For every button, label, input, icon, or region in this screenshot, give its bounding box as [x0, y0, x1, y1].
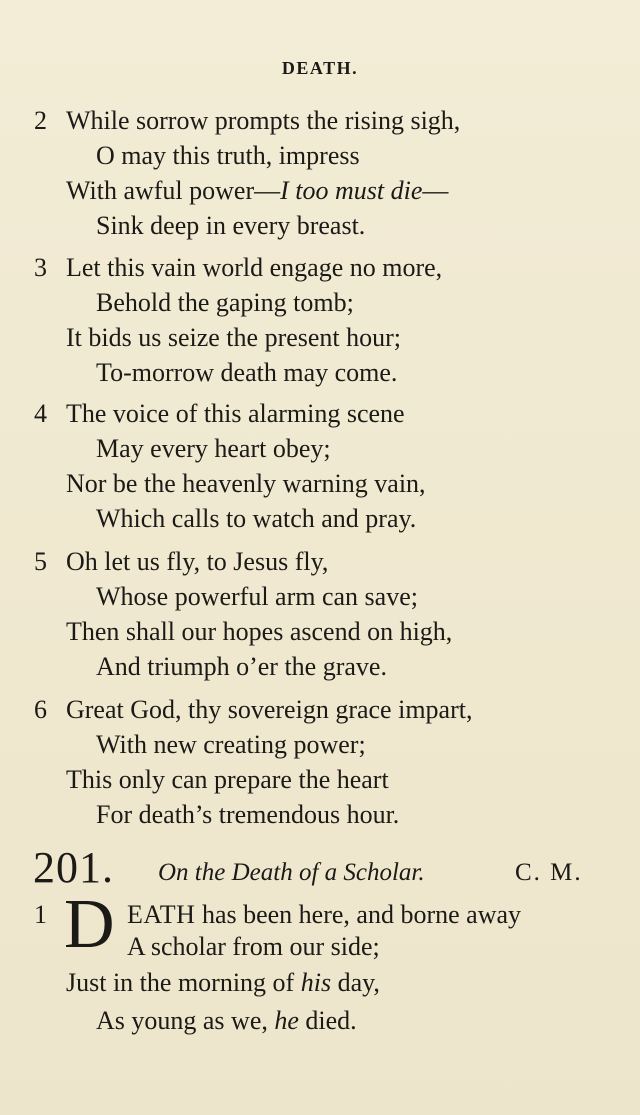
verse-line: Then shall our hopes ascend on high,	[66, 617, 453, 646]
verse-number: 1	[34, 900, 47, 929]
verse-line: With new creating power;	[96, 730, 366, 759]
verse-line	[66, 968, 380, 998]
verse-line: Great God, thy sovereign grace impart,	[66, 695, 473, 724]
verse-line: Nor be the heavenly warning vain,	[66, 469, 426, 498]
verse-line	[66, 176, 448, 206]
hymn-number: 201.	[33, 843, 114, 892]
verse-line: This only can prepare the heart	[66, 765, 389, 794]
verse-line: Behold the gaping tomb;	[96, 288, 354, 317]
emphasized-text: he	[274, 1006, 299, 1035]
verse-line: Sink deep in every breast.	[96, 211, 366, 240]
verse-line-text: died.	[298, 1006, 357, 1035]
verse-line-text: Just in the morning of	[66, 968, 301, 997]
verse-line-text: As young as we,	[96, 1006, 275, 1035]
verse-line: For death’s tremendous hour.	[96, 800, 400, 829]
verse-line: May every heart obey;	[96, 434, 331, 463]
verse-line: It bids us seize the present hour;	[66, 323, 402, 352]
verse-line: A scholar from our side;	[127, 932, 380, 961]
hymn-title: On the Death of a Scholar.	[158, 859, 425, 886]
verse-line-text: day,	[331, 968, 380, 997]
verse-line	[96, 1006, 357, 1036]
running-head: DEATH.	[281, 58, 359, 78]
verse-number: 5	[34, 547, 47, 576]
hymn-meter: C. M.	[515, 859, 583, 886]
verse-line: Let this vain world engage no more,	[66, 253, 443, 282]
verse-line: Which calls to watch and pray.	[96, 504, 417, 533]
verse-line: Oh let us fly, to Jesus fly,	[66, 547, 329, 576]
verse-line: The voice of this alarming scene	[66, 399, 405, 428]
verse-line-text: has been here, and borne away	[195, 900, 522, 929]
emphasized-text: I too must die	[280, 176, 423, 205]
verse-line	[127, 900, 521, 930]
verse-line: To-morrow death may come.	[96, 358, 398, 387]
verse-number: 6	[34, 695, 47, 724]
verse-number: 3	[34, 253, 47, 282]
verse-line: Whose powerful arm can save;	[96, 582, 418, 611]
verse-line-text: With awful power—	[66, 176, 281, 205]
verse-line: O may this truth, impress	[96, 141, 360, 170]
verse-line-text: —	[422, 176, 449, 205]
verse-number: 4	[34, 399, 47, 428]
drop-cap: D	[64, 886, 115, 963]
smallcaps-text: EATH	[127, 900, 196, 929]
verse-number: 2	[34, 106, 47, 135]
emphasized-text: his	[300, 968, 332, 997]
verse-line: And triumph o’er the grave.	[96, 652, 387, 681]
verse-line: While sorrow prompts the rising sigh,	[66, 106, 461, 135]
